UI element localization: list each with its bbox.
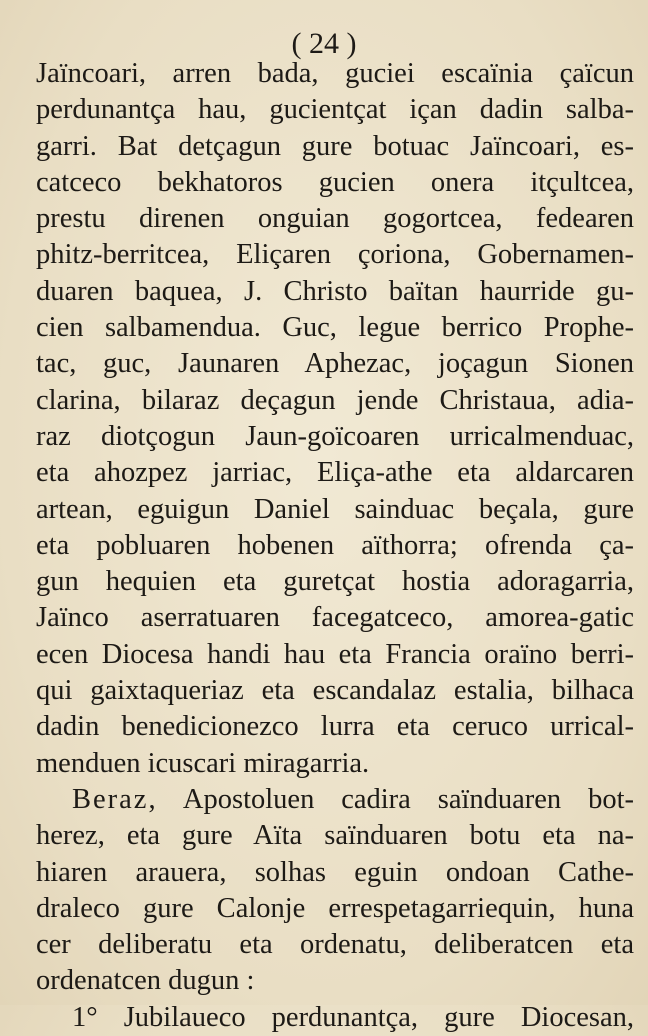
text-line: Jaïncoari, arren bada, guciei escaïnia çaïcun (36, 58, 634, 89)
text-line-rest: Apostoluen cadira saïnduaren bot- (157, 783, 634, 815)
text-line: herez, eta gure Aïta saïnduaren botu eta na- (36, 820, 634, 852)
text-line: cer deliberatu eta ordenatu, deliberatcen eta (36, 929, 634, 961)
body-text (36, 56, 634, 1036)
paragraph-lead-word: Beraz, (72, 783, 158, 815)
text-line: Jaïnco aserratuaren facegatceco, amorea-gatic (36, 602, 634, 634)
text-line: clarina, bilaraz deçagun jende Christaua, adia- (36, 384, 634, 416)
text-line: eta ahozpez jarriac, Eliça-athe eta aldarcaren (36, 457, 634, 489)
paragraph-3 (36, 1000, 634, 1036)
text-line: phitz-berritcea, Eliçaren çoriona, Gobernamen- (36, 239, 634, 271)
paragraph-2 (36, 782, 634, 1000)
page-number: ( 24 ) (291, 27, 357, 60)
text-line: artean, eguigun Daniel sainduac beçala, gure (36, 493, 634, 525)
text-line: cien salbamendua. Guc, legue berrico Prophe- (36, 312, 634, 344)
text-line: ordenatcen dugun : (36, 965, 255, 997)
paragraph-1 (36, 56, 634, 782)
text-line: duaren baquea, J. Christo baïtan haurride gu- (36, 275, 634, 307)
text-line: perdunantça hau, gucientçat içan dadin salba- (36, 94, 634, 126)
text-line: prestu direnen onguian gogortcea, fedearen (36, 203, 634, 235)
text-line: raz diotçogun Jaun-goïcoaren urricalmenduac, (36, 420, 634, 452)
text-line: ecen Diocesa handi hau eta Francia oraïno berri- (36, 638, 634, 670)
text-line: catceco bekhatoros gucien onera itçultcea, (36, 166, 634, 198)
text-line: dadin benedicionezco lurra eta ceruco urrical- (36, 711, 634, 743)
text-line: eta pobluaren hobenen aïthorra; ofrenda ça- (36, 529, 634, 561)
text-line: hiaren arauera, solhas eguin ondoan Cathe- (36, 856, 634, 888)
text-line: menduen icuscari miragarria. (36, 747, 370, 779)
text-line: gun hequien eta guretçat hostia adoragarria, (36, 566, 634, 598)
text-line: 1° Jubilaueco perdunantça, gure Diocesan, (72, 1001, 634, 1033)
text-line: draleco gure Calonje errespetagarriequin, huna (36, 892, 634, 924)
text-line (36, 782, 634, 818)
text-line: qui gaixtaqueriaz eta escandalaz estalia, bilhaca (36, 675, 634, 707)
text-line: tac, guc, Jaunaren Aphezac, joçagun Sionen (36, 348, 634, 380)
text-line: garri. Bat detçagun gure botuac Jaïncoari, es- (36, 130, 634, 162)
